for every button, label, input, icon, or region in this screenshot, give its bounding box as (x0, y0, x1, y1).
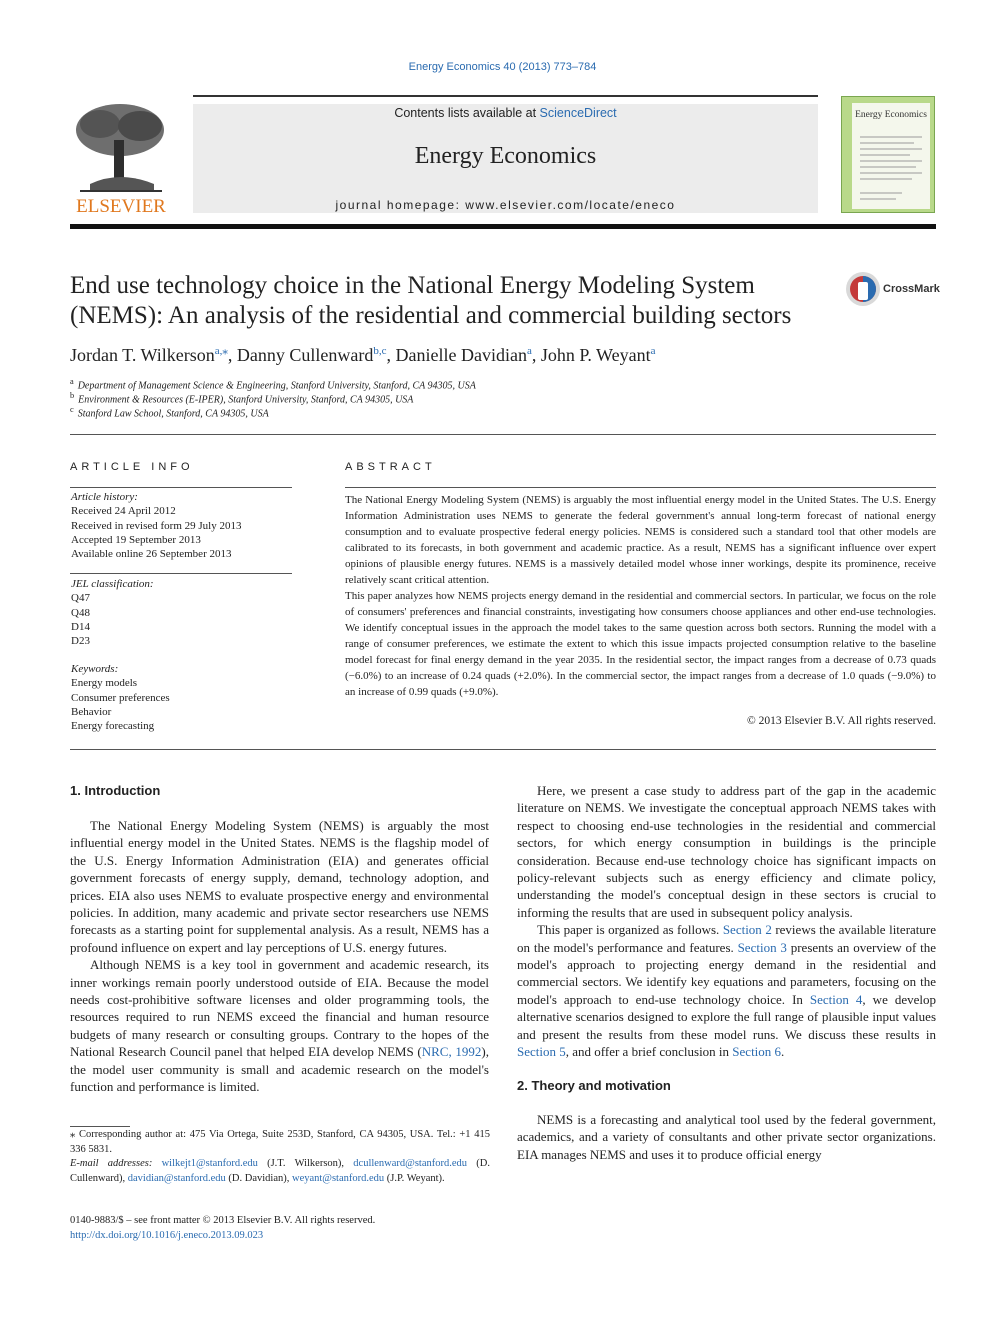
email-owner: (D. Davidian), (225, 1172, 292, 1184)
history-item: Received in revised form 29 July 2013 (71, 519, 242, 532)
author-name[interactable]: John P. Weyant (540, 345, 651, 365)
author-affiliation-marker[interactable]: a (650, 345, 656, 357)
issn-line: 0140-9883/$ – see front matter © 2013 Elsevier B.V. All rights reserved. (70, 1215, 376, 1226)
contents-prefix: Contents lists available at (394, 106, 540, 120)
doi-link[interactable]: http://dx.doi.org/10.1016/j.eneco.2013.09.023 (70, 1229, 264, 1241)
cover-page (852, 103, 930, 209)
section-heading: 2. Theory and motivation (517, 1077, 671, 1093)
affiliation-key: a (70, 377, 74, 386)
history-label: Article history: (71, 491, 138, 503)
history-item: Available online 26 September 2013 (71, 548, 232, 561)
journal-citation[interactable]: Energy Economics 40 (2013) 773–784 (408, 61, 597, 73)
keyword: Behavior (71, 705, 112, 718)
jel-classification (71, 577, 154, 648)
corresponding-author-footnote (70, 1128, 490, 1186)
jel-code: Q48 (71, 606, 90, 619)
divider (70, 573, 292, 574)
email-link[interactable]: wilkejt1@stanford.edu (161, 1158, 258, 1169)
journal-cover-thumbnail[interactable] (841, 96, 935, 213)
body-paragraph (70, 956, 489, 1095)
cover-lines-icon (852, 103, 930, 209)
text-run: , we develop alternative scenarios designed to explore the full range of plausible input values and present the results from these model runs. We discuss these results in (517, 991, 937, 1042)
jel-label: JEL classification: (71, 578, 154, 590)
footnote-rule (70, 1126, 130, 1127)
email-owner: (J.P. Weyant). (384, 1172, 445, 1184)
crossmark-icon (845, 271, 881, 307)
email-addresses (70, 1157, 490, 1186)
body-column-left (70, 817, 489, 1096)
body-paragraph: The National Energy Modeling System (NEMS) is arguably the most influential energy model in the United States. NEMS is the flagship model of the U.S. Energy Information Administration (EIA) and generates official government forecasts of energy supply, demand, technology adoption, and prices. EIA also uses NEMS to evaluate prospective energy and environmental policies. In addition, many academic and private sector researchers use NEMS forecasts as a starting point for supplemental analysis. As a result, NEMS has a profound influence on expert and lay perceptions of U.S. energy futures. (70, 818, 489, 955)
history-item: Accepted 19 September 2013 (71, 533, 201, 546)
text-run: ), the model user community is small and academic research on the model's function and performance is limited. (70, 1044, 489, 1095)
author-name[interactable]: Danny Cullenward (236, 345, 374, 365)
abstract-heading: ABSTRACT (345, 461, 436, 473)
crossmark-label: CrossMark (883, 283, 940, 295)
section-heading: 1. Introduction (70, 783, 161, 798)
affiliation (70, 377, 476, 391)
email-link[interactable]: dcullenward@stanford.edu (353, 1158, 468, 1169)
section-link[interactable]: Section 3 (737, 939, 787, 955)
text-run: This paper is organized as follows. (537, 922, 723, 938)
section-link[interactable]: Section 2 (722, 922, 772, 938)
section-link[interactable]: Section 4 (809, 991, 863, 1007)
elsevier-logo (70, 100, 172, 216)
cover-title: Energy Economics (855, 110, 927, 120)
front-matter (70, 1214, 375, 1243)
author-affiliation-marker[interactable]: a,⁎ (214, 345, 228, 357)
journal-homepage[interactable]: journal homepage: www.elsevier.com/locate/eneco (335, 198, 676, 212)
body-paragraph (517, 921, 936, 1060)
email-link[interactable]: weyant@stanford.edu (291, 1172, 385, 1184)
author-name[interactable]: Danielle Davidian (395, 345, 527, 365)
publisher-wordmark: ELSEVIER (76, 196, 166, 216)
divider (70, 434, 936, 435)
jel-code: D14 (71, 620, 90, 633)
journal-name: Energy Economics (414, 143, 597, 169)
text-run: reviews the available literature on the model's performance and features. (517, 922, 937, 955)
affiliation (70, 391, 413, 405)
email-label: E-mail addresses: (70, 1158, 153, 1169)
keywords (71, 662, 170, 733)
email-link[interactable]: davidian@stanford.edu (127, 1172, 226, 1184)
corresponding-author-text: ⁎ Corresponding author at: 475 Via Ortega, Suite 253D, Stanford, CA 94305, USA. Tel.: +1 415 336 5831. (70, 1129, 490, 1155)
email-owner: (J.T. Wilkerson), (257, 1158, 354, 1169)
elsevier-tree-icon (70, 100, 172, 216)
affiliation-key: c (70, 405, 74, 414)
crossmark-button[interactable] (845, 271, 940, 307)
sciencedirect-link[interactable]: ScienceDirect (539, 106, 617, 120)
jel-code: D23 (71, 635, 90, 648)
divider (345, 487, 936, 488)
body-paragraph: NEMS is a forecasting and analytical tool used by the federal government, academics, and a variety of consultants and other private sector organizations. EIA manages NEMS and uses it to produce official energy (517, 1111, 936, 1162)
keyword: Consumer preferences (71, 691, 170, 704)
text-run: presents an overview of the model's approach to projecting energy demand in the residential and commercial sectors. We identify key equations and parameters, focusing on the model's approach to end-use technology choice. In (517, 939, 936, 1007)
history-item: Received 24 April 2012 (71, 505, 176, 518)
jel-code: Q47 (71, 592, 90, 605)
section-link[interactable]: Section 6 (732, 1044, 782, 1060)
text-run: , and offer a brief conclusion in (565, 1044, 733, 1060)
body-column-right (517, 782, 936, 1163)
body-paragraph: Here, we present a case study to address part of the gap in the academic literature on NEMS. We investigate the conceptual approach NEMS takes with respect to choosing end-use technologies in the residential and commercial sectors, for which energy consumption in buildings is the principle consideration. Because end-use technology choice has significant impacts on policy-relevant subjects such as energy efficiency and climate policy, understanding the model's conceptual design in these sectors is crucial to informing the results that are used in subsequent policy analysis. (517, 783, 936, 920)
author-name[interactable]: Jordan T. Wilkerson (70, 345, 215, 365)
abstract-paragraph: This paper analyzes how NEMS projects energy demand in the residential and commercial sectors. In particular, we focus on the role of consumers' preferences and financial constraints, investigating how consumers choose appliances and other end-use technologies. We identify conceptual issues in the approach the model takes to the same question across both sectors. Running the model with a range of consumer preferences, we estimate the extent to which this issue impacts projected consumption relative to the baseline model forecast for final energy demand in the year 2035. In the residential sector, the impact ranges from a decrease of 0.73 quads (−6.0%) to an increase of 0.24 quads (+2.0%). In the commercial sector, the impact ranges from a decrease of 1.0 quads (−9.0%) to an increase of 0.99 quads (+9.0%). (345, 590, 936, 698)
divider (70, 749, 936, 750)
author-affiliation-marker[interactable]: b,c (373, 345, 387, 357)
keywords-label: Keywords: (71, 663, 119, 675)
affiliation-text: Stanford Law School, Stanford, CA 94305, USA (77, 408, 269, 420)
author-affiliation-marker[interactable]: a (526, 345, 532, 357)
article-title: End use technology choice in the National Energy Modeling System (NEMS): An analysis of the residential and commercial building sectors (70, 272, 792, 329)
banner-top-rule (193, 95, 818, 97)
text-run: . (781, 1044, 785, 1060)
affiliation-text: Environment & Resources (E-IPER), Stanford University, Stanford, CA 94305, USA (78, 394, 414, 406)
text-run: Although NEMS is a key tool in government and academic research, its inner workings remain poorly understood outside of EIA. Because the model needs cost-prohibitive software licenses and older programming tools, the resources required to run NEMS exceed the financial and human resource budgets of many research or consulting groups. Contrary to the hopes of the National Research Council panel that helped EIA develop NEMS ( (70, 957, 489, 1060)
copyright-notice: © 2013 Elsevier B.V. All rights reserved. (747, 715, 936, 727)
keyword: Energy forecasting (71, 720, 155, 733)
contents-line (193, 106, 818, 120)
author-list: Jordan T. Wilkerson$^{a,⁎}$, Danny Cullenward$^{b,c}$, Danielle Davidian$^a$, John P. Weyant$^a$ (70, 345, 656, 365)
reference-link[interactable]: NRC, 1992 (421, 1044, 482, 1060)
header-divider (70, 224, 936, 229)
keyword: Energy models (71, 677, 138, 690)
affiliation (70, 405, 269, 419)
article-history (71, 490, 241, 561)
affiliation-text: Department of Management Science & Engineering, Stanford University, Stanford, CA 94305, USA (77, 380, 476, 392)
affiliation-key: b (70, 391, 75, 400)
abstract-paragraph: The National Energy Modeling System (NEMS) is arguably the most influential energy model in the United States. The U.S. Energy Information Administration uses NEMS to generate the federal government's annual long-term forecast of national energy consumption and to evaluate prospective federal energy policies. NEMS is considered such a standard tool that other models are calibrated to its forecasts, in both government and academic practice. As a result, NEMS has a significant influence over expert opinions of plausible energy futures. NEMS is a massively detailed model whose inner workings, despite its prominence, receive relatively scant critical attention. (345, 494, 936, 586)
article-info-heading: ARTICLE INFO (70, 461, 194, 473)
abstract-body (345, 492, 936, 700)
divider (70, 487, 292, 488)
section-link[interactable]: Section 5 (517, 1044, 566, 1060)
email-owner: (D. Cullenward), (70, 1158, 490, 1184)
